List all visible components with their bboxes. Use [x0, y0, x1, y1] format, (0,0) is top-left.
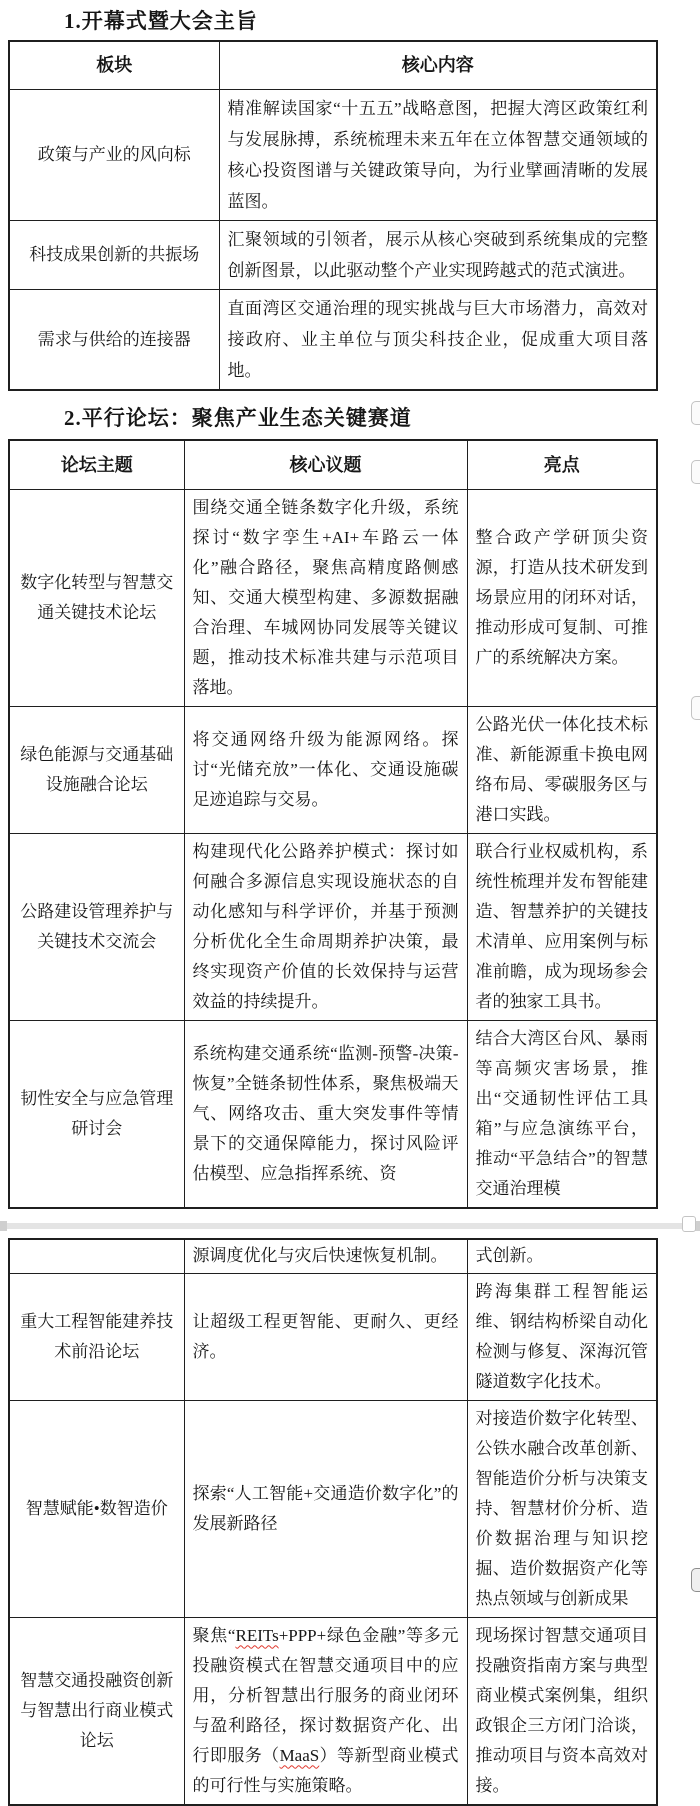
parallel-forums-table-page1	[8, 439, 658, 1210]
highlights-cell: 式创新。	[467, 1239, 657, 1273]
column-header-highlights: 亮点	[467, 440, 657, 490]
content-cell: 直面湾区交通治理的现实挑战与巨大市场潜力，高效对接政府、业主单位与顶尖科技企业，促成重大项目落地。	[219, 289, 657, 390]
theme-cell: 智慧交通投融资创新与智慧出行商业模式论坛	[9, 1617, 184, 1805]
table-row	[9, 89, 657, 220]
spellcheck-underline: MaaS	[279, 1745, 320, 1765]
theme-cell: 绿色能源与交通基础设施融合论坛	[9, 707, 184, 834]
section1-title: 1.开幕式暨大会主旨	[64, 9, 258, 33]
theme-cell: 重大工程智能建养技术前沿论坛	[9, 1273, 184, 1400]
column-header-topics: 核心议题	[184, 440, 467, 490]
table-row	[9, 834, 657, 1021]
document-page	[0, 8, 700, 1795]
table-row	[9, 490, 657, 707]
page-corner-left	[0, 1221, 7, 1231]
table-row	[9, 707, 657, 834]
table-header-row	[9, 41, 657, 89]
theme-cell	[9, 1239, 184, 1273]
table-row	[9, 220, 657, 289]
column-header-section: 板块	[9, 41, 219, 89]
highlights-cell: 整合政产学研顶尖资源，打造从技术研发到场景应用的闭环对话，推动形成可复制、可推广的系统解决方案。	[467, 490, 657, 707]
page-break-divider	[0, 1223, 700, 1229]
theme-cell: 智慧赋能•数智造价	[9, 1400, 184, 1617]
column-header-theme: 论坛主题	[9, 440, 184, 490]
content-cell: 精准解读国家“十五五”战略意图，把握大湾区政策红利与发展脉搏，系统梳理未来五年在立体智慧交通领域的核心投资图谱与关键政策导向，为行业擘画清晰的发展蓝图。	[219, 89, 657, 220]
highlights-cell: 跨海集群工程智能运维、钢结构桥梁自动化检测与修复、深海沉管隧道数字化技术。	[467, 1273, 657, 1400]
theme-cell: 韧性安全与应急管理研讨会	[9, 1021, 184, 1209]
comment-bubble-icon[interactable]	[691, 460, 700, 484]
topics-cell: 系统构建交通系统“监测-预警-决策-恢复”全链条韧性体系，聚焦极端天气、网络攻击、重大突发事件等情景下的交通保障能力，探讨风险评估模型、应急指挥系统、资	[184, 1021, 467, 1209]
comment-bubble-icon[interactable]	[691, 1568, 700, 1592]
comment-bubble-icon[interactable]	[691, 401, 700, 425]
table-row	[9, 1273, 657, 1400]
table-row	[9, 1400, 657, 1617]
highlights-cell: 公路光伏一体化技术标准、新能源重卡换电网络布局、零碳服务区与港口实践。	[467, 707, 657, 834]
highlights-cell: 对接造价数字化转型、公铁水融合改革创新、智能造价分析与决策支持、智慧材价分析、造价数据治理与知识挖掘、造价数据资产化等热点领域与创新成果	[467, 1400, 657, 1617]
table-row	[9, 1021, 657, 1209]
section2-title: 2.平行论坛：聚焦产业生态关键赛道	[64, 405, 412, 430]
topics-cell: 将交通网络升级为能源网络。探讨“光储充放”一体化、交通设施碳足迹追踪与交易。	[184, 707, 467, 834]
section-cell: 科技成果创新的共振场	[9, 220, 219, 289]
table-header-row	[9, 440, 657, 490]
table-row-continuation	[9, 1239, 657, 1273]
column-header-content: 核心内容	[219, 41, 657, 89]
highlights-cell: 现场探讨智慧交通项目投融资指南方案与典型商业模式案例集，组织政银企三方闭门洽谈，推动项目与资本高效对接。	[467, 1617, 657, 1805]
topics-cell: 围绕交通全链条数字化升级，系统探讨“数字孪生+AI+车路云一体化”融合路径，聚焦高精度路侧感知、交通大模型构建、多源数据融合治理、车城网协同发展等关键议题，推动技术标准共建与示范项目落地。	[184, 490, 467, 707]
theme-cell: 公路建设管理养护与关键技术交流会	[9, 834, 184, 1021]
table-row	[9, 1617, 657, 1805]
content-cell: 汇聚领域的引领者，展示从核心突破到系统集成的完整创新图景，以此驱动整个产业实现跨越式的范式演进。	[219, 220, 657, 289]
topics-cell: 源调度优化与灾后快速恢复机制。	[184, 1239, 467, 1273]
topics-cell: 探索“人工智能+交通造价数字化”的发展新路径	[184, 1400, 467, 1617]
opening-session-table	[8, 40, 658, 391]
section-cell: 政策与产业的风向标	[9, 89, 219, 220]
page-corner-notch	[682, 1216, 696, 1232]
parallel-forums-table-page2	[8, 1238, 658, 1806]
topics-cell: 聚焦“REITs+PPP+绿色金融”等多元投融资模式在智慧交通项目中的应用，分析智慧出行服务的商业闭环与盈利路径，探讨数据资产化、出行即服务（MaaS）等新型商业模式的可行性与实施策略。	[184, 1617, 467, 1805]
spellcheck-underline: REITs	[235, 1625, 279, 1645]
table-row	[9, 289, 657, 390]
highlights-cell: 结合大湾区台风、暴雨等高频灾害场景，推出“交通韧性评估工具箱”与应急演练平台，推动“平急结合”的智慧交通治理模	[467, 1021, 657, 1209]
highlights-cell: 联合行业权威机构，系统性梳理并发布智能建造、智慧养护的关键技术清单、应用案例与标准前瞻，成为现场参会者的独家工具书。	[467, 834, 657, 1021]
section-cell: 需求与供给的连接器	[9, 289, 219, 390]
topics-cell: 让超级工程更智能、更耐久、更经济。	[184, 1273, 467, 1400]
theme-cell: 数字化转型与智慧交通关键技术论坛	[9, 490, 184, 707]
comment-bubble-icon[interactable]	[691, 696, 700, 720]
topics-cell: 构建现代化公路养护模式：探讨如何融合多源信息实现设施状态的自动化感知与科学评价，并基于预测分析优化全生命周期养护决策，最终实现资产价值的长效保持与运营效益的持续提升。	[184, 834, 467, 1021]
